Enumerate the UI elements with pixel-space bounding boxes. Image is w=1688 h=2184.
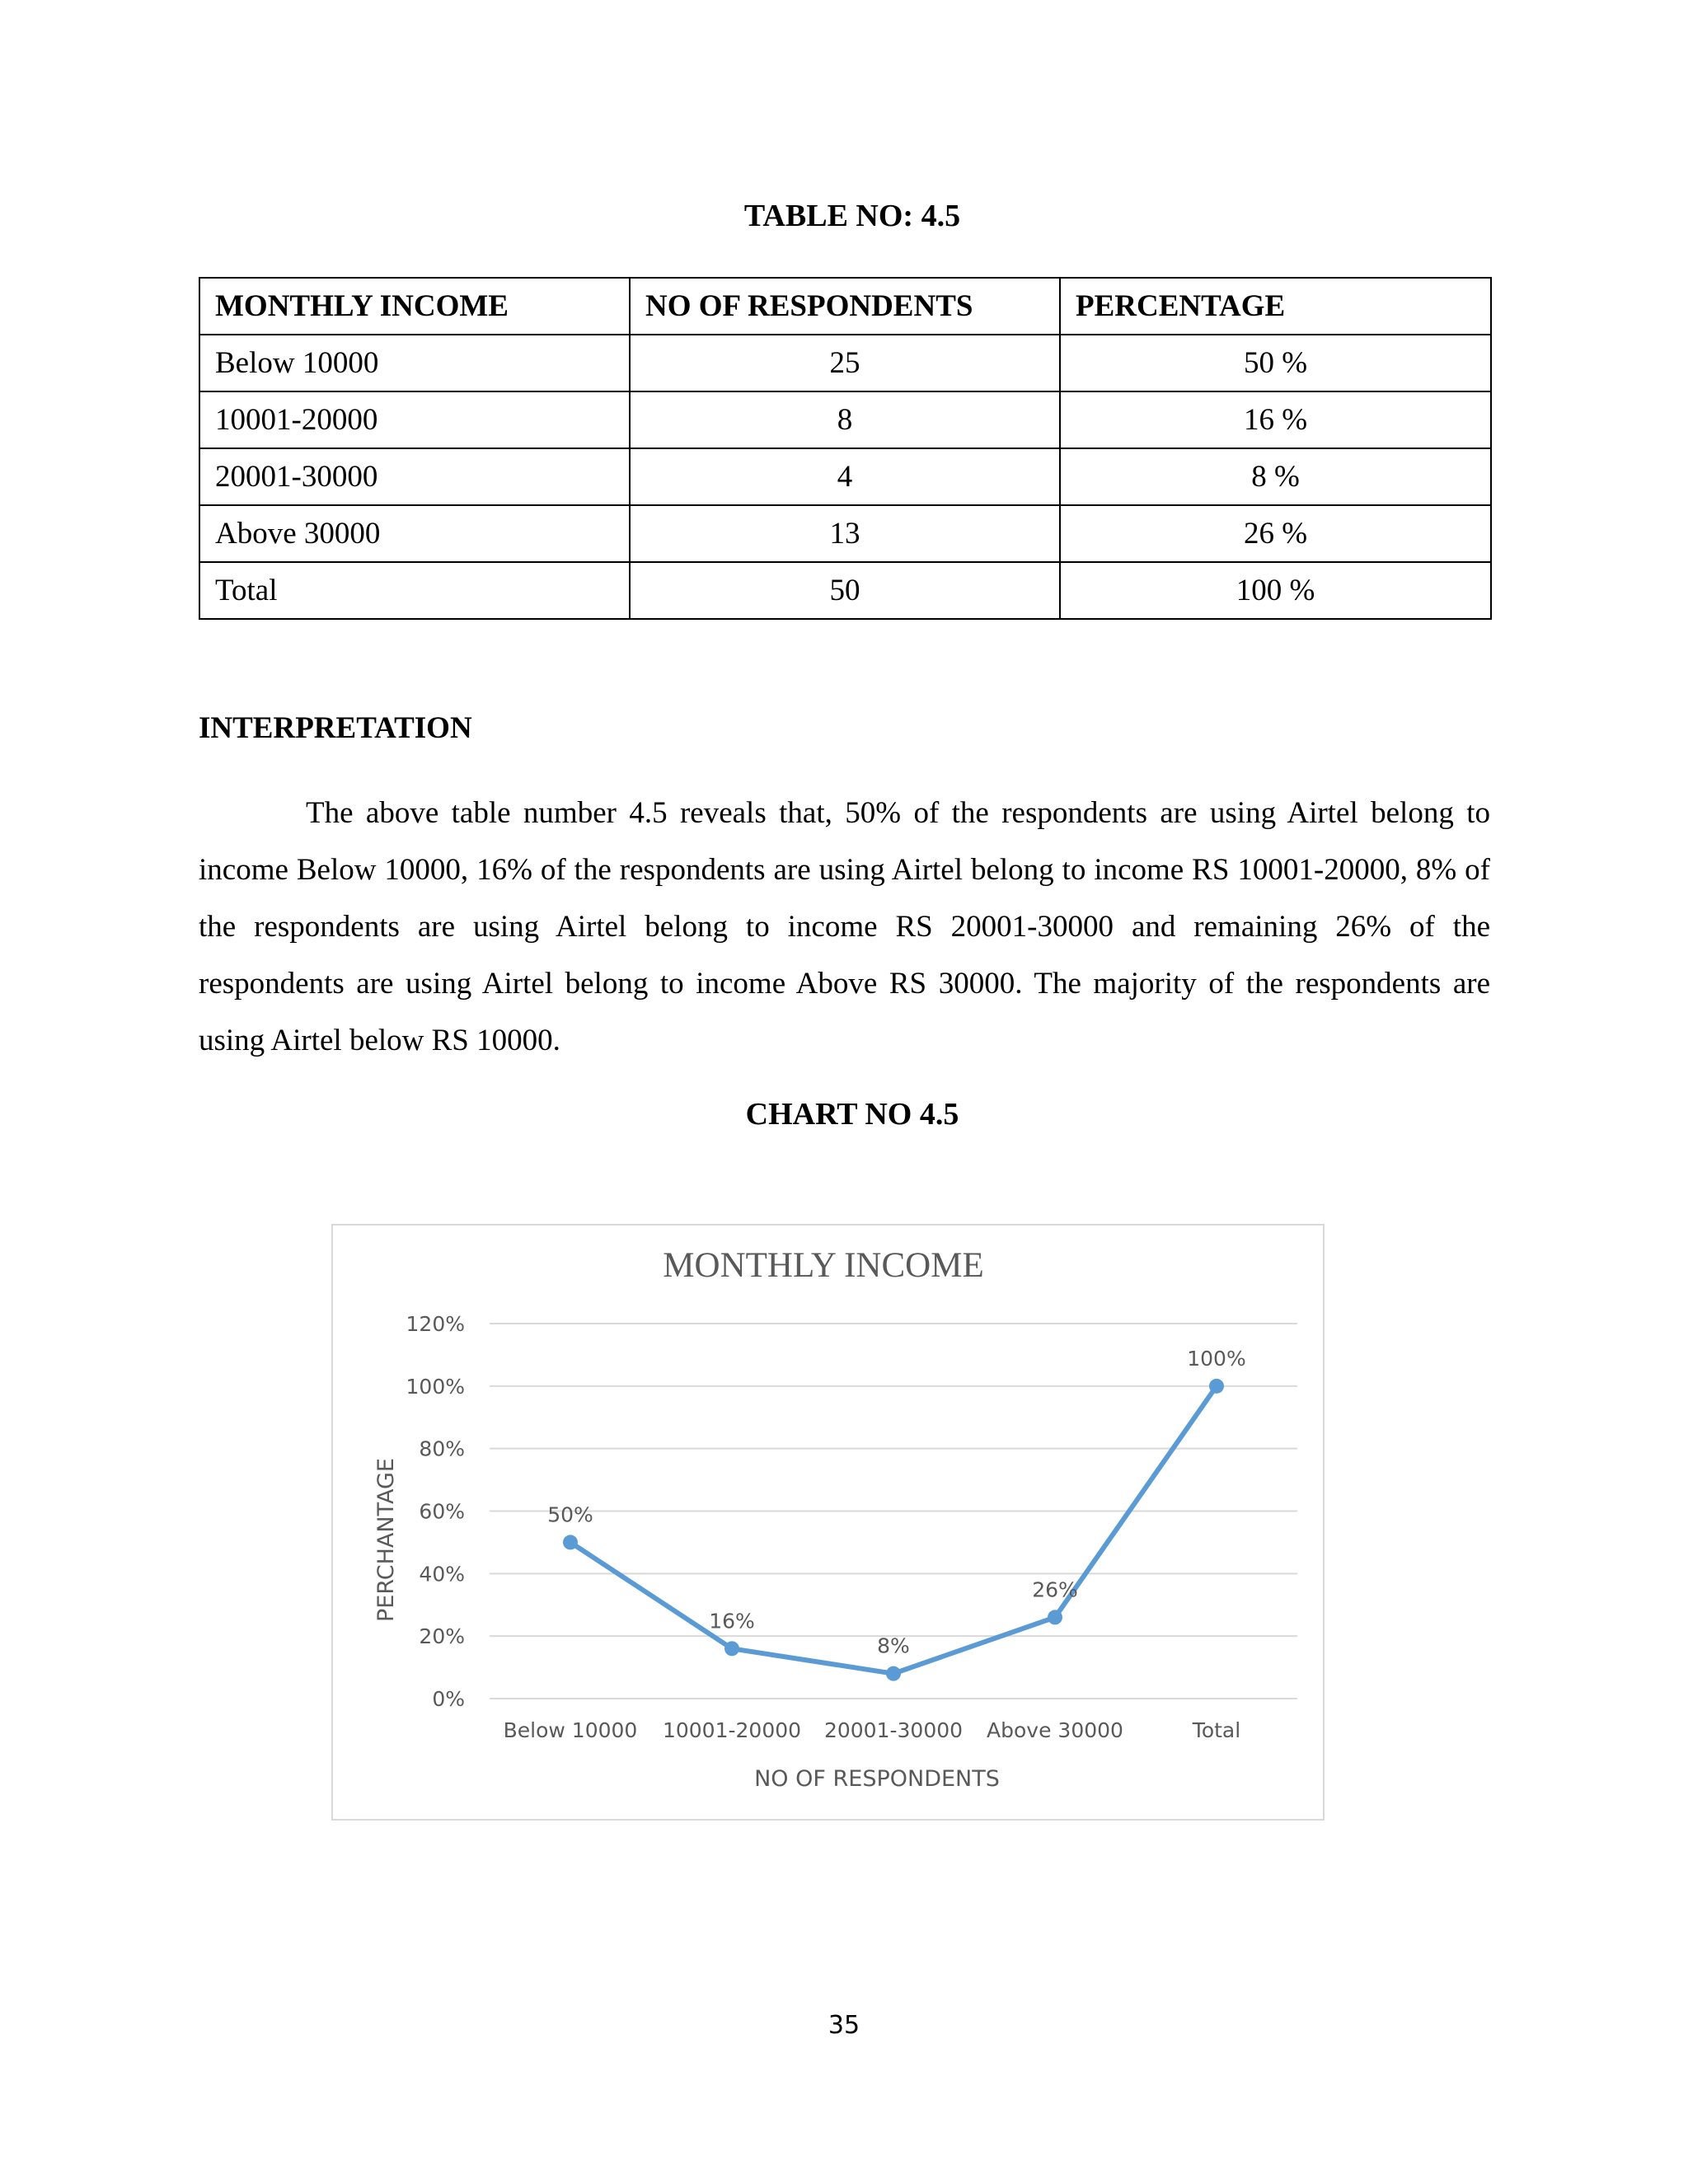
percentage-cell: 26 % [1060, 505, 1491, 562]
percentage-cell: 8 % [1060, 448, 1491, 505]
table-title: TABLE NO: 4.5 [743, 199, 961, 233]
table-row [199, 562, 1491, 619]
data-label: 26% [1032, 1577, 1078, 1602]
interpretation-heading: INTERPRETATION [199, 711, 472, 745]
respondents-cell: 50 [630, 562, 1060, 619]
column-header: PERCENTAGE [1060, 278, 1491, 335]
x-tick-label: 20001-30000 [823, 1718, 964, 1742]
line-chart [331, 1224, 1325, 1821]
percentage-cell: 16 % [1060, 391, 1491, 448]
data-point [1048, 1610, 1062, 1624]
y-tick-label: 0% [432, 1687, 465, 1711]
data-point [1209, 1379, 1224, 1394]
y-tick-label: 40% [419, 1562, 465, 1586]
y-tick-label: 60% [419, 1499, 465, 1524]
table-header-row [199, 278, 1491, 335]
table-row [199, 335, 1491, 391]
income-cell: Below 10000 [199, 335, 630, 391]
income-cell: Total [199, 562, 630, 619]
respondents-cell: 8 [630, 391, 1060, 448]
interpretation-paragraph: The above table number 4.5 reveals that, 50% of the respondents are using Airtel belong to income Below 10000, 16% of the respondents are using Airtel belong to income RS 10001-20000, 8% of the respondents are using Airtel belong to income RS 20001-30000 and remaining 26% of the respondents are using Airtel belong to income Above RS 30000. The majority of the respondents are using Airtel below RS 10000. [199, 796, 1490, 1057]
y-tick-label: 20% [419, 1624, 465, 1649]
income-cell: 20001-30000 [199, 448, 630, 505]
page-number: 35 [828, 2011, 860, 2040]
data-label: 100% [1187, 1346, 1246, 1371]
y-tick-label: 100% [406, 1374, 465, 1399]
x-tick-label: Above 30000 [987, 1718, 1123, 1742]
respondents-cell: 4 [630, 448, 1060, 505]
percentage-cell: 100 % [1060, 562, 1491, 619]
table-row [199, 391, 1491, 448]
table-row [199, 505, 1491, 562]
x-axis-title: NO OF RESPONDENTS [754, 1766, 1000, 1792]
y-tick-label: 80% [419, 1436, 465, 1461]
data-point [886, 1666, 901, 1681]
x-tick-label: 10001-20000 [662, 1718, 802, 1742]
data-label: 8% [877, 1633, 910, 1658]
respondents-cell: 25 [630, 335, 1060, 391]
income-cell: Above 30000 [199, 505, 630, 562]
x-tick-label: Total [1192, 1718, 1241, 1742]
income-cell: 10001-20000 [199, 391, 630, 448]
series-line [570, 1386, 1217, 1674]
percentage-cell: 50 % [1060, 335, 1491, 391]
respondents-cell: 13 [630, 505, 1060, 562]
table-row [199, 448, 1491, 505]
data-point [724, 1641, 739, 1656]
chart-heading: CHART NO 4.5 [745, 1097, 959, 1132]
x-tick-label: Below 10000 [503, 1718, 638, 1742]
data-label: 16% [709, 1609, 755, 1633]
income-table [199, 277, 1492, 620]
chart-title: MONTHLY INCOME [663, 1246, 984, 1285]
data-label: 50% [547, 1502, 593, 1527]
column-header: NO OF RESPONDENTS [630, 278, 1060, 335]
column-header: MONTHLY INCOME [199, 278, 630, 335]
y-tick-label: 120% [406, 1312, 465, 1336]
chart-canvas [333, 1226, 1323, 1819]
y-axis-title: PERCHANTAGE [373, 1458, 399, 1622]
data-point [563, 1535, 578, 1549]
